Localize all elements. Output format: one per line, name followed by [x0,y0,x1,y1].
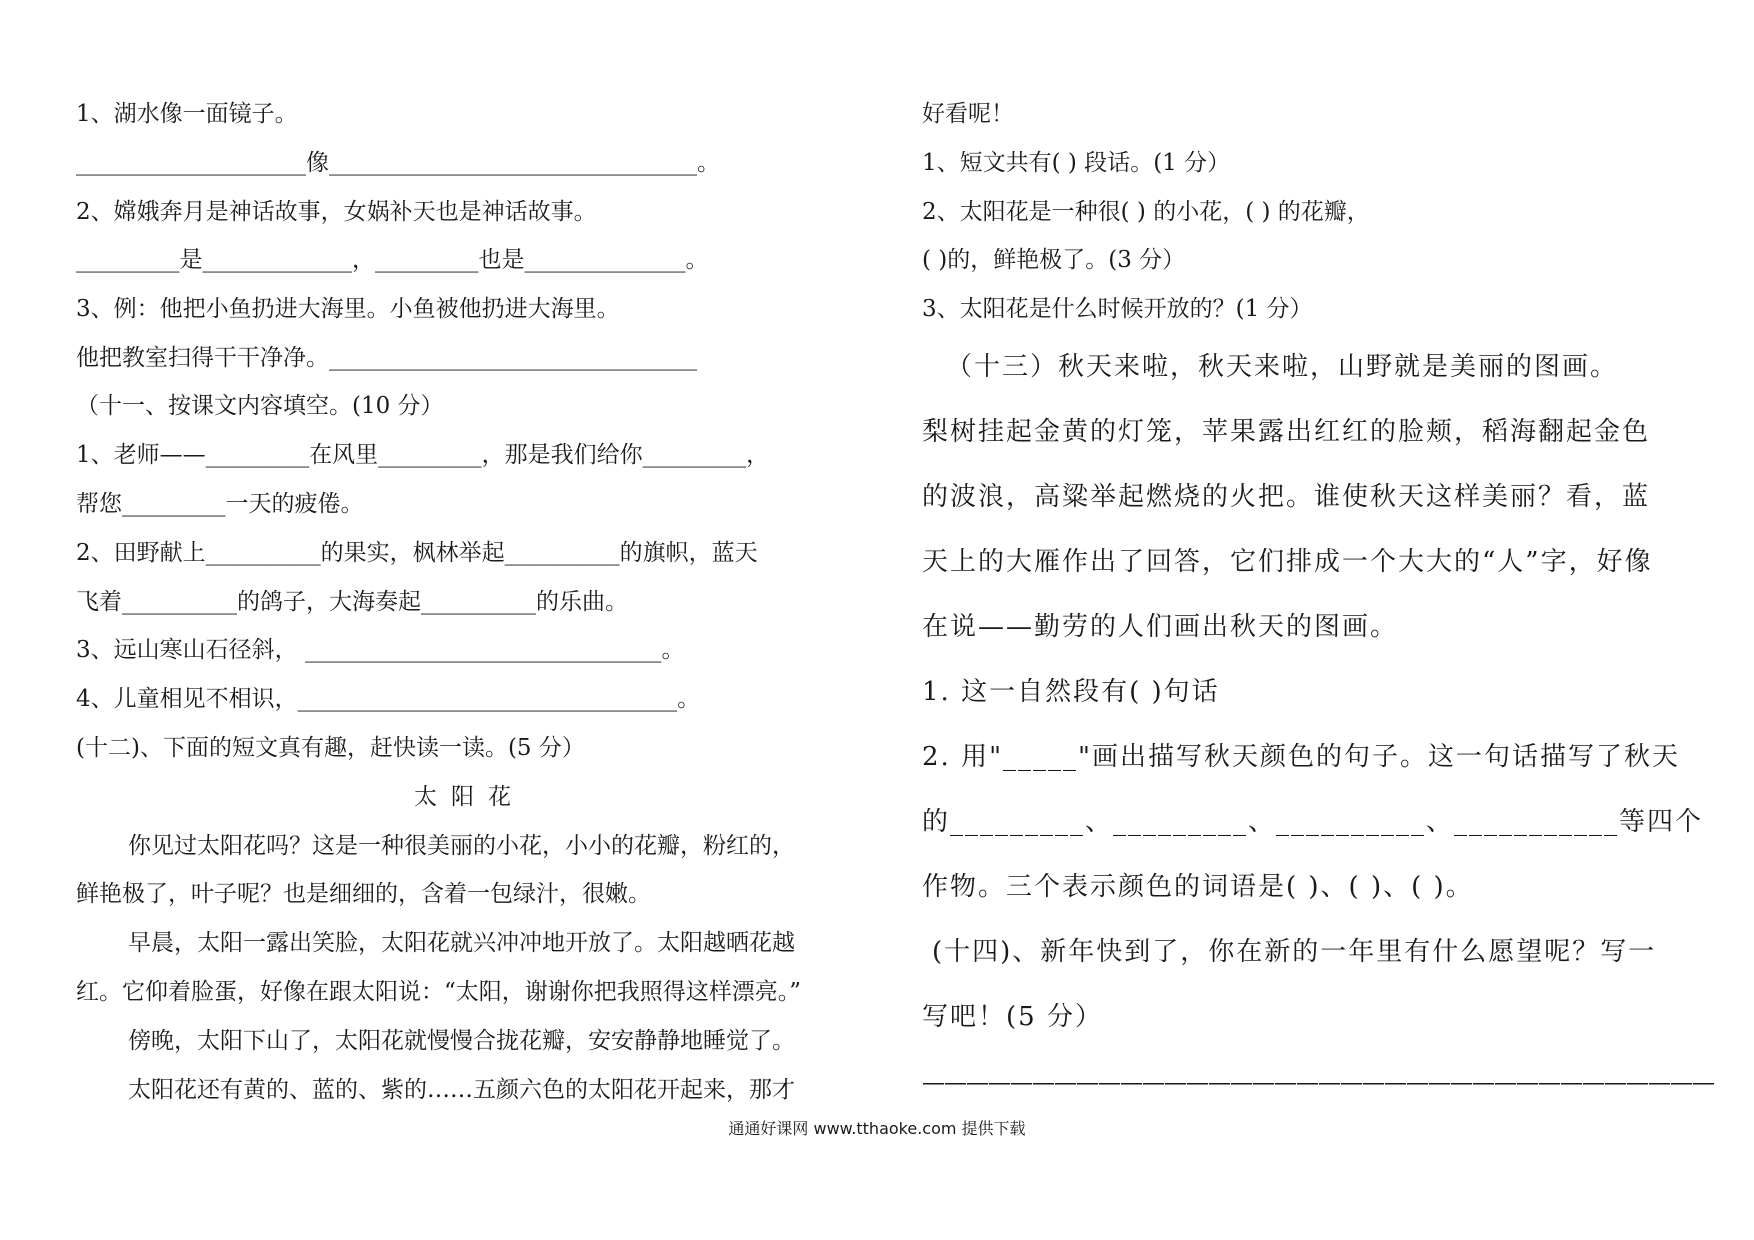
q11-item2-line1: 2、田野献上__________的果实，枫林举起__________的旗帜，蓝天 [76,540,758,566]
footer-credit: 通通好课网 www.tthaoke.com 提供下载 [728,1119,1026,1138]
q13-item2-line2: 的_________、_________、__________、___________等四个 [922,807,1704,837]
section-12-heading: (十二)、下面的短文真有趣，赶快读一读。(5 分） [76,735,585,761]
q13-item1: 1. 这一自然段有( )句话 [922,677,1220,707]
passage-p2-line1: 早晨，太阳一露出笑脸，太阳花就兴冲冲地开放了。太阳越晒花越 [128,930,795,956]
section-13-line3: 的波浪，高粱举起燃烧的火把。谁使秋天这样美丽？看，蓝 [922,482,1651,512]
q12-item1: 1、短文共有( ) 段话。(1 分） [922,150,1231,176]
section-13-line5: 在说——勤劳的人们画出秋天的图画。 [922,612,1399,642]
q12-item3: 3、太阳花是什么时候开放的？(1 分） [922,296,1313,322]
q12-item2-line1: 2、太阳花是一种很( ) 的小花，( ) 的花瓣， [922,199,1370,225]
q10-item1-sentence: 1、湖水像一面镜子。 [76,101,298,127]
section-14-line1: (十四)、新年快到了，你在新的一年里有什么愿望呢？写一 [932,937,1657,967]
section-14-line2: 写吧！(5 分） [922,1002,1103,1032]
q12-item2-line2: ( )的，鲜艳极了。(3 分） [922,247,1186,273]
q11-item1-line2: 帮您_________一天的疲倦。 [76,491,364,517]
q11-item2-line2: 飞着__________的鸽子，大海奏起__________的乐曲。 [76,589,628,615]
writing-answer-line: ———————————————————————————————————— [922,1070,1714,1096]
passage-p2-line2: 红。它仰着脸蛋，好像在跟太阳说：“太阳，谢谢你把我照得这样漂亮。” [76,979,802,1005]
section-13-line4: 天上的大雁作出了回答，它们排成一个大大的“人”字，好像 [922,547,1653,577]
q11-item4: 4、儿童相见不相识，_________________________________。 [76,686,701,712]
passage-p1-line2: 鲜艳极了，叶子呢？也是细细的，含着一包绿汁，很嫩。 [76,881,651,907]
q10-item3-example: 3、例：他把小鱼扔进大海里。小鱼被他扔进大海里。 [76,296,620,322]
section-13-line2: 梨树挂起金黄的灯笼，苹果露出红红的脸颊，稻海翻起金色 [922,417,1651,447]
section-13-line1: （十三）秋天来啦，秋天来啦，山野就是美丽的图画。 [946,352,1619,382]
section-11-heading: （十一、按课文内容填空。(10 分） [76,393,444,419]
q13-item2-line3: 作物。三个表示颜色的词语是( )、( )、( )。 [922,872,1474,902]
q10-item2-sentence: 2、嫦娥奔月是神话故事，女娲补天也是神话故事。 [76,199,597,225]
passage-p3: 傍晚，太阳下山了，太阳花就慢慢合拢花瓣，安安静静地睡觉了。 [128,1028,795,1054]
passage-p4-line1: 太阳花还有黄的、蓝的、紫的……五颜六色的太阳花开起来，那才 [128,1077,795,1103]
q11-item1-line1: 1、老师——_________在风里_________，那是我们给你_________， [76,442,770,468]
q13-item2-line1: 2. 用"_____"画出描写秋天颜色的句子。这一句话描写了秋天 [922,742,1680,772]
q11-item3: 3、远山寒山石径斜， _______________________________。 [76,637,685,663]
q10-item1-answer: ____________________像________________________________。 [76,150,720,176]
passage-p4-line2: 好看呢！ [922,101,1014,127]
passage-title: 太阳花 [414,784,525,810]
passage-p1-line1: 你见过太阳花吗？这是一种很美丽的小花，小小的花瓣，粉红的， [128,833,795,859]
q10-item3-answer: 他把教室扫得干干净净。________________________________ [76,345,697,371]
q10-item2-answer: _________是_____________，_________也是______________。 [76,247,709,273]
